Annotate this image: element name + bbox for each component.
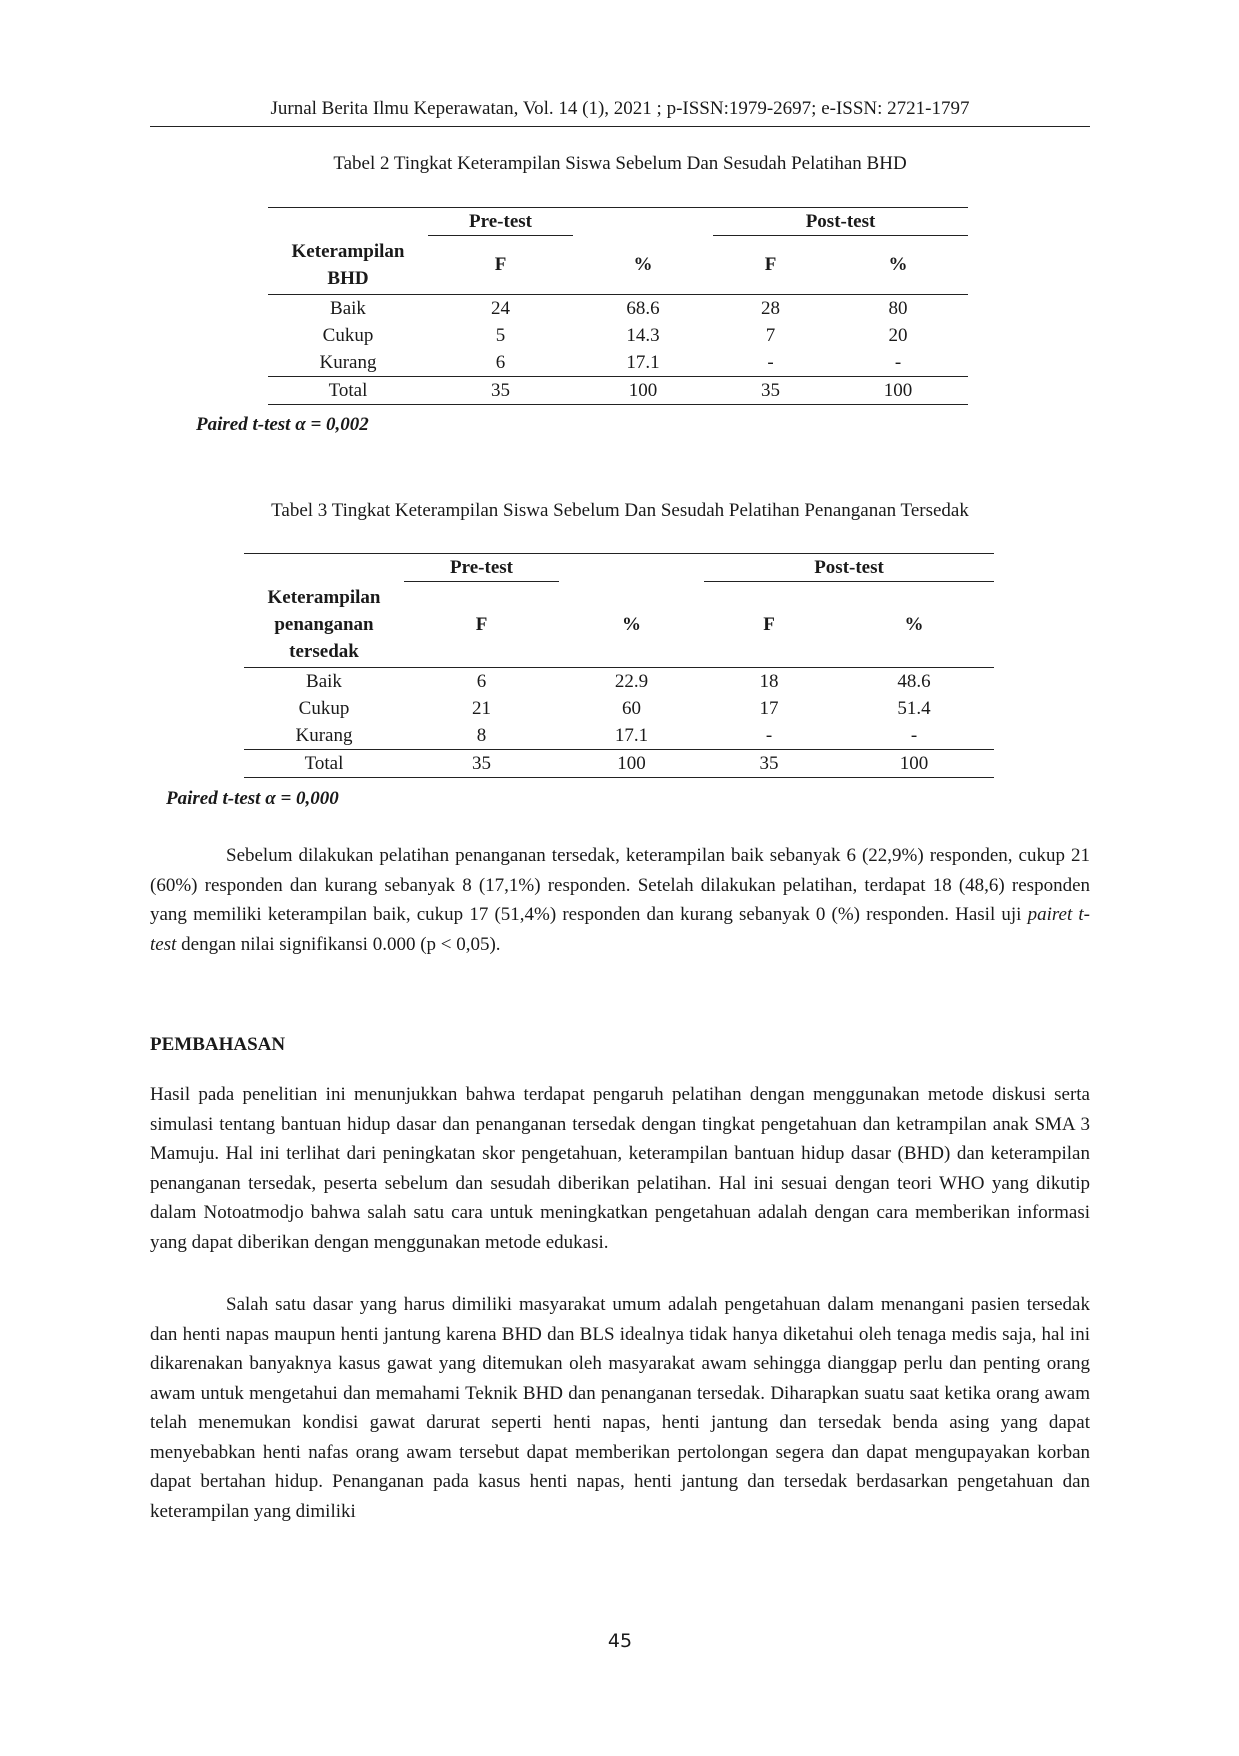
table2 — [268, 207, 968, 405]
table3-col-f-post: F — [704, 582, 834, 668]
discussion-paragraph-2: Salah satu dasar yang harus dimiliki masyarakat umum adalah pengetahuan dalam menangani pasien tersedak dan henti napas maupun henti jantung karena BHD dan BLS idealnya tidak hanya diketahui oleh tenaga medis saja, hal ini dikarenakan banyaknya kasus gawat yang ditemukan oleh masyarakat awam sehingga dianggap perlu dan penting orang awam untuk mengetahui dan memahami Teknik BHD dan penanganan tersedak. Diharapkan suatu saat ketika orang awam telah menemukan kondisi gawat darurat seperti henti napas, henti jantung dan tersedak benda asing yang dapat menyebabkan henti nafas orang awam tersebut dapat memberikan pertolongan segera dan dapat mengupayakan korban dapat bertahan hidup. Penanganan pada kasus henti napas, henti jantung dan tersedak berdasarkan pengetahuan dan keterampilan yang dimiliki — [150, 1294, 1090, 1522]
table2-col-pct-post: % — [828, 236, 968, 295]
table2-caption: Tabel 2 Tingkat Keterampilan Siswa Sebelum Dan Sesudah Pelatihan BHD — [333, 153, 907, 174]
table2-col-pct-pre: % — [573, 236, 713, 295]
table2-posttest-header: Post-test — [713, 208, 968, 236]
table2-paired-note: Paired t-test α = 0,002 — [196, 414, 369, 435]
table3-col-f-pre: F — [404, 582, 559, 668]
page-number: 45 — [607, 1630, 633, 1652]
table-row: Cukup 5 14.3 7 20 — [322, 324, 908, 346]
result-paragraph: Sebelum dilakukan pelatihan penanganan tersedak, keterampilan baik sebanyak 6 (22,9%) responden, cukup 21 (60%) responden dan kurang sebanyak 8 (17,1%) responden. Setelah dilakukan pelatihan, terdapat 18 (48,6) responden yang memiliki keterampilan baik, cukup 17 (51,4%) responden dan kurang sebanyak 0 (%) responden. Hasil uji pairet t-test dengan nilai signifikansi 0.000 (p < 0,05). — [150, 845, 1090, 955]
section-title: PEMBAHASAN — [150, 1034, 286, 1055]
table3-caption: Tabel 3 Tingkat Keterampilan Siswa Sebelum Dan Sesudah Pelatihan Penanganan Tersedak — [271, 500, 969, 521]
discussion-paragraph-1: Hasil pada penelitian ini menunjukkan bahwa terdapat pengaruh pelatihan dengan menggunakan metode diskusi serta simulasi tentang bantuan hidup dasar dan penanganan tersedak dengan tingkat pengetahuan dan ketrampilan anak SMA 3 Mamuju. Hal ini terlihat dari peningkatan skor pengetahuan, keterampilan bantuan hidup dasar (BHD) dan keterampilan penanganan tersedak, peserta sebelum dan sesudah diberikan pelatihan. Hal ini sesuai dengan teori WHO yang dikutip dalam Notoatmodjo bahwa salah satu cara untuk meningkatkan pengetahuan adalah dengan cara memberikan informasi yang dapat diberikan dengan menggunakan metode edukasi. — [150, 1084, 1090, 1253]
table-row: Kurang 6 17.1 - - — [268, 349, 968, 377]
table3-posttest-header: Post-test — [704, 554, 994, 582]
table3-pretest-header: Pre-test — [404, 554, 559, 582]
journal-header: Jurnal Berita Ilmu Keperawatan, Vol. 14 (1), 2021 ; p-ISSN:1979-2697; e-ISSN: 2721-1797 — [270, 98, 970, 119]
table-row: Cukup 21 60 17 51.4 — [298, 697, 931, 719]
table2-col-f-post: F — [713, 236, 828, 295]
table-row: Total 35 100 35 100 — [244, 749, 994, 777]
table2-pretest-header: Pre-test — [428, 208, 573, 236]
table-row: Total 35 100 35 100 — [268, 376, 968, 404]
table3-col-pct-pre: % — [559, 582, 704, 668]
table-row: Baik 24 68.6 28 80 — [330, 297, 908, 319]
table3-paired-note: Paired t-test α = 0,000 — [166, 788, 339, 809]
table3-col-pct-post: % — [834, 582, 994, 668]
table3 — [244, 553, 994, 778]
table-row: Baik 6 22.9 18 48.6 — [306, 670, 931, 692]
header-divider — [150, 126, 1090, 127]
table-row: Kurang 8 17.1 - - — [244, 722, 994, 750]
table2-col-f-pre: F — [428, 236, 573, 295]
table2-row-header: Keterampilan BHD — [268, 236, 428, 295]
table3-row-header: Keterampilan penanganan tersedak — [244, 582, 404, 668]
